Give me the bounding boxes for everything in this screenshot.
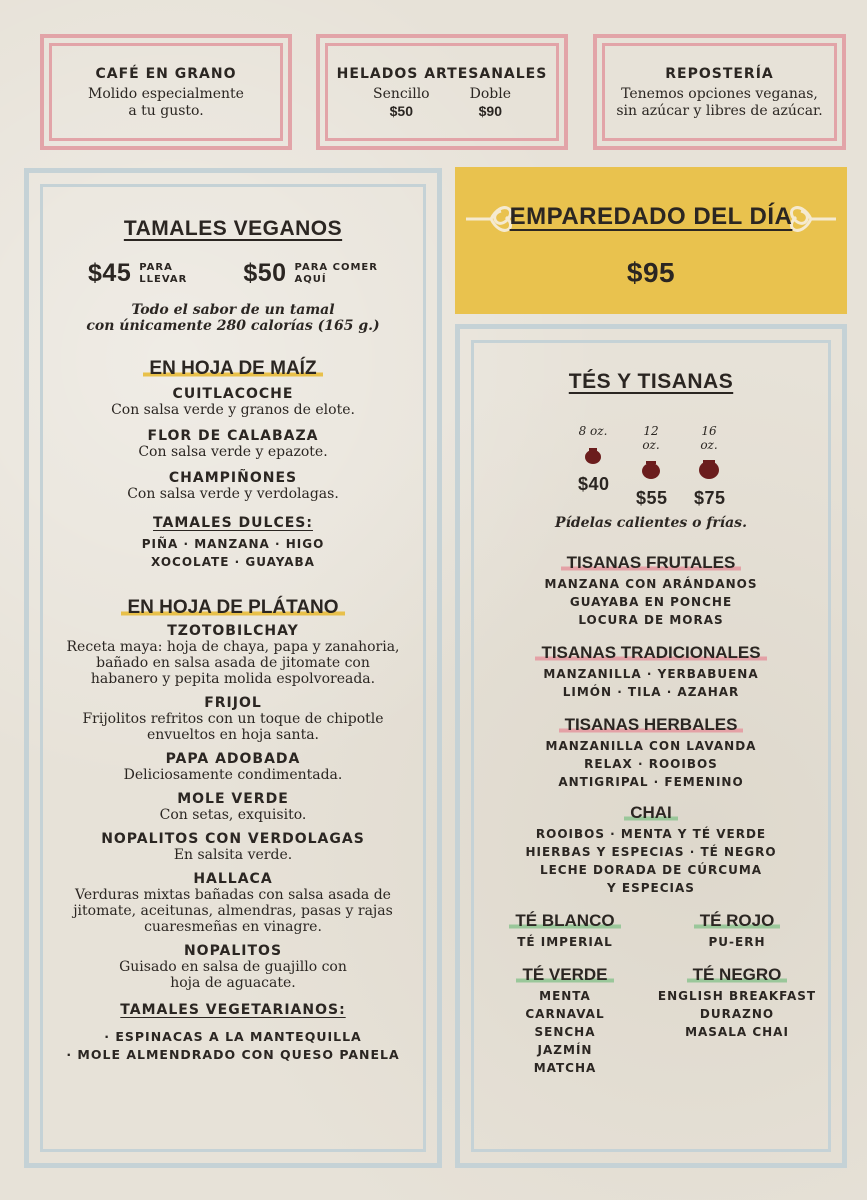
tea-line: SENCHA: [534, 1025, 596, 1039]
tea-line: ANTIGRIPAL · FEMENINO: [558, 775, 744, 789]
menu-item-name: NOPALITOS: [183, 943, 283, 959]
reposteria-title: REPOSTERÍA: [665, 66, 774, 82]
menu-item-desc: Deliciosamente condimentada.: [123, 767, 343, 783]
herbales-title: TISANAS HERBALES: [559, 715, 744, 735]
menu-item: [48, 791, 418, 823]
tea-line: MANZANILLA CON LAVANDA: [545, 739, 757, 753]
menu-item-name: PAPA ADOBADA: [165, 751, 301, 767]
tea-line: JAZMÍN: [537, 1043, 593, 1057]
tamales-note-1: Todo el sabor de un tamal: [131, 302, 335, 318]
menu-item-desc: Guisado en salsa de guajillo con: [119, 959, 347, 975]
tamales-title: TAMALES VEGANOS: [123, 217, 343, 240]
cafe-title: CAFÉ EN GRANO: [95, 66, 237, 82]
menu-item: [48, 428, 418, 460]
reposteria-text-1: Tenemos opciones veganas,: [621, 86, 818, 102]
teapot-small-icon: [582, 444, 604, 466]
tes-title: TÉS Y TISANAS: [568, 370, 734, 393]
tes-note: Pídelas calientes o frías.: [555, 515, 747, 531]
chai-title: CHAI: [624, 803, 678, 823]
menu-item: [48, 943, 418, 991]
helados-opt1-label: Sencillo: [373, 86, 430, 102]
reposteria-box: [593, 34, 846, 150]
blanco-list: [480, 933, 650, 951]
emparedado-box: [455, 167, 847, 314]
blanco-title: TÉ BLANCO: [509, 911, 620, 931]
tea-line: MENTA: [539, 989, 591, 1003]
verde-list: [480, 987, 650, 1077]
tamales-prices: [48, 259, 418, 288]
menu-item-desc: Receta maya: hoja de chaya, papa y zanahoria,: [66, 639, 400, 655]
tes-content: [480, 370, 822, 1077]
menu-item: [48, 695, 418, 743]
menu-item: [48, 751, 418, 783]
vegetarianos-line-1: · ESPINACAS A LA MANTEQUILLA: [104, 1029, 362, 1044]
label-aqui-1: PARA COMER: [294, 261, 378, 273]
menu-item: [48, 831, 418, 863]
frutales-title: TISANAS FRUTALES: [561, 553, 742, 573]
tea-line: MANZANILLA · YERBABUENA: [543, 667, 759, 681]
menu-item-desc: habanero y pepita molida espolvoreada.: [90, 671, 376, 687]
menu-item-desc: jitomate, aceitunas, almendras, pasas y rajas: [73, 903, 393, 919]
tradicionales-list: [480, 665, 822, 701]
tea-line: HIERBAS Y ESPECIAS · TÉ NEGRO: [525, 845, 777, 859]
menu-item: [48, 623, 418, 687]
negro-title: TÉ NEGRO: [687, 965, 788, 985]
tea-line: ENGLISH BREAKFAST: [657, 989, 817, 1003]
label-llevar-2: LLEVAR: [139, 273, 188, 285]
teapot-large-icon: [696, 458, 722, 480]
menu-item: [48, 386, 418, 418]
menu-item-name: NOPALITOS CON VERDOLAGAS: [101, 831, 365, 847]
price-aqui: $50: [243, 259, 287, 287]
teapot-medium-icon: [639, 458, 663, 480]
tea-line: CARNAVAL: [525, 1007, 605, 1021]
size-16-label: 16 oz.: [700, 424, 718, 452]
platano-list: [48, 623, 418, 991]
helados-title: HELADOS ARTESANALES: [336, 66, 548, 82]
herbales-list: [480, 737, 822, 791]
verde-title: TÉ VERDE: [516, 965, 613, 985]
menu-item: [48, 470, 418, 502]
tea-line: LIMÓN · TILA · AZAHAR: [562, 685, 740, 699]
menu-item-desc: envueltos en hoja santa.: [147, 727, 319, 743]
tea-line: ROOIBOS · MENTA Y TÉ VERDE: [535, 827, 767, 841]
menu-item-name: CUITLACOCHE: [172, 386, 294, 402]
menu-item-name: FLOR DE CALABAZA: [147, 428, 319, 444]
cafe-text-1: Molido especialmente: [88, 86, 244, 102]
size-12-price: $55: [636, 488, 668, 508]
vegetarianos-line-2: · MOLE ALMENDRADO CON QUESO PANELA: [66, 1047, 400, 1062]
tea-line: MANZANA CON ARÁNDANOS: [544, 577, 758, 591]
helados-opt2-label: Doble: [469, 86, 511, 102]
cafe-text-2: a tu gusto.: [128, 103, 204, 119]
size-8-label: 8 oz.: [578, 424, 608, 438]
tea-line: LOCURA DE MORAS: [578, 613, 724, 627]
menu-item-desc: Con salsa verde y epazote.: [138, 444, 328, 460]
menu-item-desc: En salsita verde.: [173, 847, 293, 863]
size-16-price: $75: [694, 488, 726, 508]
menu-item-name: HALLACA: [193, 871, 273, 887]
emparedado-price: $95: [626, 257, 676, 288]
menu-item-name: TZOTOBILCHAY: [167, 623, 299, 639]
maiz-title: EN HOJA DE MAÍZ: [143, 358, 322, 380]
menu-item-desc: bañado en salsa asada de jitomate con: [96, 655, 370, 671]
size-8-price: $40: [578, 474, 610, 494]
tea-line: MASALA CHAI: [685, 1025, 789, 1039]
label-aqui-2: AQUÍ: [294, 273, 327, 285]
tamales-content: [48, 205, 418, 1064]
frutales-list: [480, 575, 822, 629]
menu-item-name: CHAMPIÑONES: [168, 470, 298, 486]
vegetarianos-title: TAMALES VEGETARIANOS:: [120, 1002, 346, 1018]
menu-item-name: FRIJOL: [204, 695, 262, 711]
menu-item-desc: Verduras mixtas bañadas con salsa asada de: [75, 887, 391, 903]
tea-line: LECHE DORADA DE CÚRCUMA: [539, 863, 763, 877]
helados-opt1-price: $50: [389, 103, 413, 119]
chai-list: [480, 825, 822, 897]
menu-item-desc: Con salsa verde y granos de elote.: [111, 402, 355, 418]
emparedado-title: EMPAREDADO DEL DÍA: [509, 203, 793, 230]
tea-line: TÉ IMPERIAL: [517, 935, 613, 949]
tea-line: MATCHA: [533, 1061, 597, 1075]
helados-box: [316, 34, 568, 150]
label-llevar-1: PARA: [139, 261, 173, 273]
rojo-title: TÉ ROJO: [694, 911, 781, 931]
menu-item-desc: cuaresmeñas en vinagre.: [144, 919, 322, 935]
tea-line: RELAX · ROOIBOS: [584, 757, 718, 771]
menu-item-desc: Con setas, exquisito.: [159, 807, 307, 823]
tea-line: PU-ERH: [708, 935, 766, 949]
helados-opt2-price: $90: [478, 103, 502, 119]
menu-item-name: MOLE VERDE: [177, 791, 289, 807]
menu-item-desc: Frijolitos refritos con un toque de chipotle: [82, 711, 384, 727]
tradicionales-title: TISANAS TRADICIONALES: [535, 643, 766, 663]
tea-line: Y ESPECIAS: [607, 881, 695, 895]
tamales-note-2: con únicamente 280 calorías (165 g.): [86, 318, 380, 334]
menu-item-desc: Con salsa verde y verdolagas.: [127, 486, 339, 502]
tea-line: GUAYABA EN PONCHE: [569, 595, 733, 609]
tes-sizes: [480, 424, 822, 509]
dulces-title: TAMALES DULCES:: [153, 515, 313, 531]
negro-list: [652, 987, 822, 1041]
rojo-list: [652, 933, 822, 951]
reposteria-text-2: sin azúcar y libres de azúcar.: [616, 103, 823, 119]
dulces-line-1: PIÑA · MANZANA · HIGO: [141, 537, 325, 551]
dulces-line-2: XOCOLATE · GUAYABA: [151, 555, 315, 569]
menu-item: [48, 871, 418, 935]
maiz-list: [48, 386, 418, 502]
tea-line: DURAZNO: [699, 1007, 775, 1021]
size-12-label: 12 oz.: [642, 424, 660, 452]
platano-title: EN HOJA DE PLÁTANO: [121, 597, 344, 619]
menu-item-desc: hoja de aguacate.: [170, 975, 296, 991]
cafe-box: [40, 34, 292, 150]
price-llevar: $45: [88, 259, 132, 287]
